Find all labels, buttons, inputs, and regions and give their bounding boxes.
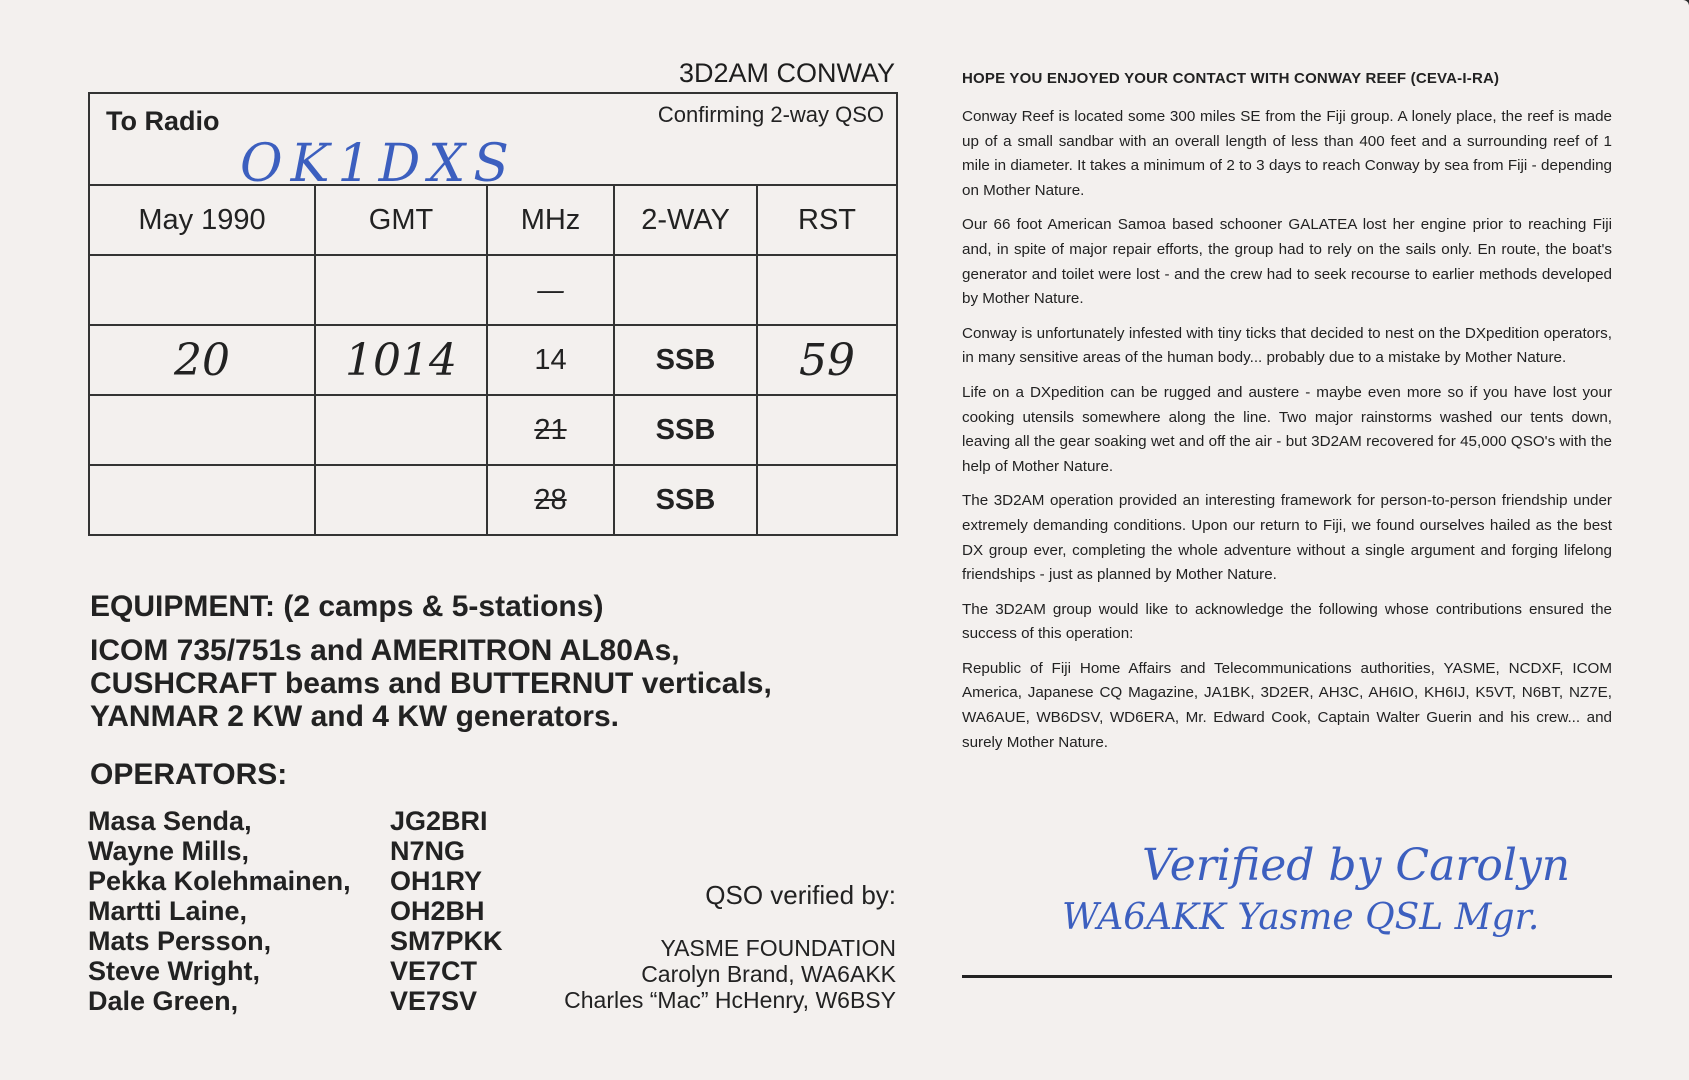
list-item xyxy=(88,926,503,956)
cell-rst xyxy=(757,255,897,325)
operator-callsign: OH1RY xyxy=(390,866,483,896)
operator-callsign: SM7PKK xyxy=(390,926,503,956)
station-callsign: 3D2AM CONWAY xyxy=(678,58,895,88)
list-item xyxy=(88,836,503,866)
verified-by-label: QSO verified by: xyxy=(705,880,896,910)
cell-mhz-dash: — xyxy=(487,255,614,325)
verifier-line: YASME FOUNDATION xyxy=(660,935,896,961)
verifier-line: Carolyn Brand, WA6AKK xyxy=(641,961,896,987)
story-paragraph: The 3D2AM group would like to acknowledge the following whose contributions ensured the success of this operation: xyxy=(962,600,1612,643)
cell-rst xyxy=(757,395,897,465)
operator-callsign: VE7SV xyxy=(390,986,478,1016)
story-column xyxy=(962,70,1612,765)
to-radio-label: To Radio xyxy=(106,106,220,136)
operator-name: Wayne Mills, xyxy=(88,836,250,866)
cell-mode xyxy=(614,255,757,325)
cell-date xyxy=(89,255,315,325)
list-item xyxy=(88,806,503,836)
operator-callsign: OH2BH xyxy=(390,896,485,926)
operators-heading: OPERATORS: xyxy=(90,758,288,791)
cell-gmt: 1014 xyxy=(315,325,487,395)
column-header-gmt: GMT xyxy=(315,185,487,255)
handwritten-callsign: OK1DXS xyxy=(240,134,517,194)
cell-mode: SSB xyxy=(614,395,757,465)
table-row xyxy=(89,255,897,325)
operator-name: Pekka Kolehmainen, xyxy=(88,866,351,896)
equipment-line: YANMAR 2 KW and 4 KW generators. xyxy=(90,700,619,733)
equipment-section xyxy=(90,590,890,733)
cell-date xyxy=(89,465,315,535)
equipment-heading: EQUIPMENT: (2 camps & 5-stations) xyxy=(90,590,604,623)
qso-table xyxy=(88,92,898,536)
story-paragraph: Our 66 foot American Samoa based schooner GALATEA lost her engine prior to reaching Fiji and, in spite of major repair efforts, the group had to rely on the sails only. En route, the boat's generator and toilet were lost - and the crew had to seek recourse to earlier methods developed by Mother Nature. xyxy=(962,216,1612,308)
signature-rule xyxy=(962,975,1612,978)
table-row xyxy=(89,395,897,465)
cell-mhz: 28 xyxy=(487,465,614,535)
cell-gmt xyxy=(315,465,487,535)
cell-date: 20 xyxy=(89,325,315,395)
list-item xyxy=(88,956,503,986)
verification-block xyxy=(520,880,896,1013)
cell-rst xyxy=(757,465,897,535)
story-paragraph: Life on a DXpedition can be rugged and austere - maybe even more so if you have lost your cooking utensils somewhere along the line. Two major rainstorms washed our tents down, leaving all the gear soaking wet and off the air - but 3D2AM recovered for 45,000 QSO's with the help of Mother Nature. xyxy=(962,383,1612,475)
verifier-line: Charles “Mac” HcHenry, W6BSY xyxy=(564,987,896,1013)
list-item xyxy=(88,986,503,1016)
story-paragraph: Conway Reef is located some 300 miles SE from the Fiji group. A lonely place, the reef is made up of a small sandbar with an overall length of less than 400 feet and a surrounding reef of 1 mile in diameter. It takes a minimum of 2 to 3 days to reach Conway by sea from Fiji - depending on Mother Nature. xyxy=(962,108,1612,199)
list-item xyxy=(88,866,503,896)
cell-mhz: 14 xyxy=(487,325,614,395)
equipment-line: CUSHCRAFT beams and BUTTERNUT verticals, xyxy=(90,667,772,700)
confirming-label: Confirming 2-way QSO xyxy=(657,102,885,127)
operator-callsign: N7NG xyxy=(390,836,466,866)
table-row xyxy=(89,465,897,535)
signature-line-1: Verified by Carolyn xyxy=(1142,840,1571,891)
story-paragraph: The 3D2AM operation provided an interesting framework for person-to-person friendship under extremely demanding conditions. Upon our return to Fiji, we found ourselves hailed as the best DX group ever, completing the whole adventure without a single argument and forging lifelong friendships - just as planned by Mother Nature. xyxy=(962,492,1612,584)
cell-rst: 59 xyxy=(757,325,897,395)
operator-name: Martti Laine, xyxy=(88,896,248,926)
to-radio-cell xyxy=(89,93,897,194)
equipment-line: ICOM 735/751s and AMERITRON AL80As, xyxy=(90,634,680,667)
story-paragraph: Republic of Fiji Home Affairs and Telecommunications authorities, YASME, NCDXF, ICOM America, Japanese CQ Magazine, JA1BK, 3D2ER, AH3C, AH6IO, KH6IJ, K5VT, N6BT, NZ7E, WA6AUE, WB6DSV, WD6ERA, Mr. Edward Cook, Captain Walter Guerin and his crew... and surely Mother Nature. xyxy=(962,659,1612,751)
cell-mode: SSB xyxy=(614,465,757,535)
cell-mode: SSB xyxy=(614,325,757,395)
cell-gmt xyxy=(315,395,487,465)
cell-gmt xyxy=(315,255,487,325)
signature-line-2: WA6AKK Yasme QSL Mgr. xyxy=(1062,897,1540,938)
operator-callsign: JG2BRI xyxy=(390,806,488,836)
table-row xyxy=(89,325,897,395)
column-header-2way: 2-WAY xyxy=(614,185,757,255)
operators-list xyxy=(88,806,503,1016)
operator-name: Mats Persson, xyxy=(88,926,272,956)
column-header-rst: RST xyxy=(757,185,897,255)
column-header-date: May 1990 xyxy=(89,185,315,255)
operator-name: Steve Wright, xyxy=(88,956,261,986)
story-title: HOPE YOU ENJOYED YOUR CONTACT WITH CONWAY REEF (CEVA-I-RA) xyxy=(962,70,1500,87)
operator-callsign: VE7CT xyxy=(390,956,478,986)
table-header-row xyxy=(89,185,897,255)
handwritten-signature xyxy=(962,840,1612,938)
column-header-mhz: MHz xyxy=(487,185,614,255)
cell-mhz: 21 xyxy=(487,395,614,465)
list-item xyxy=(88,896,503,926)
operator-name: Dale Green, xyxy=(88,986,239,1016)
story-paragraph: Conway is unfortunately infested with tiny ticks that decided to nest on the DXpedition operators, in many sensitive areas of the human body... probably due to a mistake by Mother Nature. xyxy=(962,324,1612,367)
operator-name: Masa Senda, xyxy=(88,806,252,836)
cell-date xyxy=(89,395,315,465)
